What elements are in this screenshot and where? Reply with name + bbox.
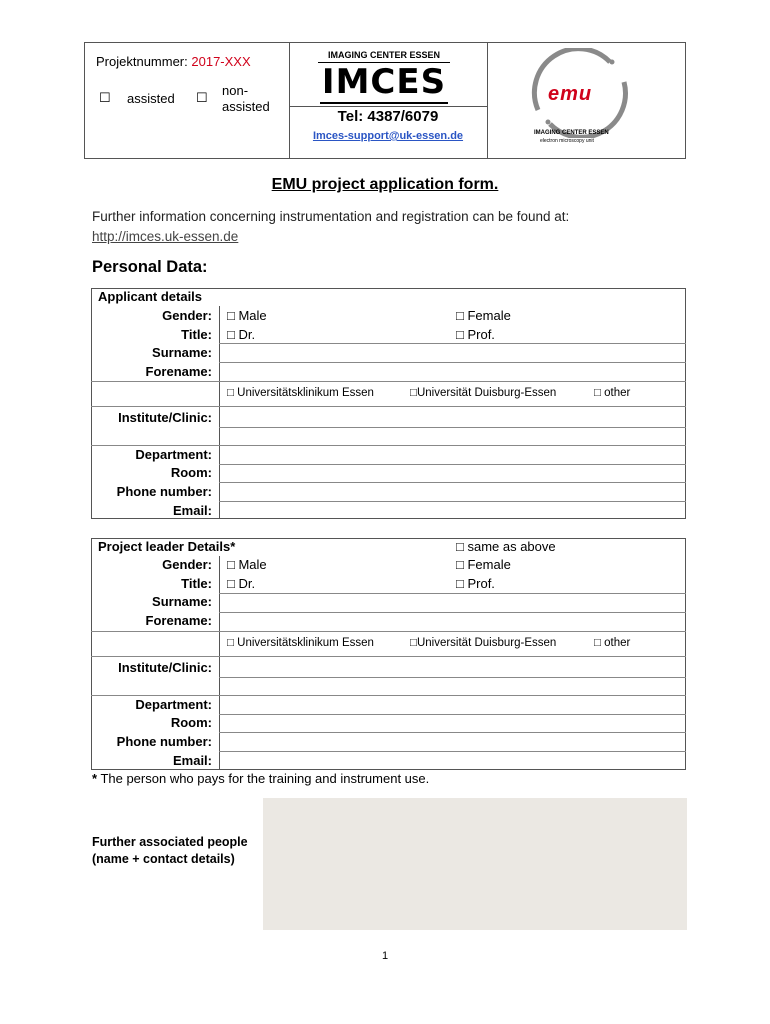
project-number-value[interactable]: 2017-XXX (191, 54, 251, 69)
same-as-above-option[interactable]: □ same as above (456, 539, 556, 554)
phone-label: Phone number: (116, 484, 212, 499)
non-assisted-label: non- assisted (222, 83, 270, 114)
associated-people-label: Further associated people (name + contact details) (92, 835, 248, 866)
gender-label: Gender: (162, 308, 212, 323)
applicant-heading: Applicant details (98, 289, 203, 304)
title-prof-option[interactable]: □ Prof. (456, 327, 495, 342)
leader-department-field[interactable] (220, 696, 685, 713)
emu-logo-subtitle-2: electron microscopy unit (540, 138, 594, 144)
leader-institute-field[interactable] (220, 657, 685, 676)
leader-email-field[interactable] (220, 752, 685, 769)
leader-inst-option-uk-essen[interactable]: □ Universitätsklinikum Essen (227, 637, 374, 649)
project-number-label: Projektnummer: (96, 54, 188, 69)
leader-phone-label: Phone number: (116, 734, 212, 749)
leader-title-label: Title: (181, 576, 212, 591)
surname-field[interactable] (220, 344, 685, 361)
leader-gender-label: Gender: (162, 557, 212, 572)
surname-label: Surname: (152, 345, 212, 360)
phone-field[interactable] (220, 483, 685, 500)
room-label: Room: (170, 465, 212, 480)
logo-underline (320, 102, 448, 104)
title-dr-option[interactable]: □ Dr. (227, 327, 256, 342)
emu-logo-subtitle: IMAGING CENTER ESSEN (534, 130, 609, 136)
page-number: 1 (381, 950, 389, 962)
footnote: * The person who pays for the training and instrument use. (92, 771, 430, 786)
inst-option-other[interactable]: □ other (594, 387, 631, 399)
leader-room-field[interactable] (220, 715, 685, 732)
forename-label: Forename: (145, 364, 212, 379)
leader-email-label: Email: (172, 753, 212, 768)
leader-forename-label: Forename: (145, 613, 212, 628)
gender-female-option[interactable]: □ Female (456, 308, 511, 323)
leader-gender-male-option[interactable]: □ Male (227, 557, 267, 572)
gender-male-option[interactable]: □ Male (227, 308, 267, 323)
leader-heading: Project leader Details* (98, 539, 236, 554)
support-email-link[interactable]: Imces-support@uk-essen.de (312, 130, 464, 142)
info-text: Further information concerning instrumentation and registration can be found at: (92, 209, 570, 224)
leader-institute-field-2[interactable] (220, 678, 685, 695)
row-line (91, 381, 686, 382)
row-line (91, 631, 686, 632)
leader-institute-label: Institute/Clinic: (118, 660, 212, 675)
leader-phone-field[interactable] (220, 733, 685, 750)
project-number (96, 54, 251, 69)
inst-option-uk-essen[interactable]: □ Universitätsklinikum Essen (227, 387, 374, 399)
emu-logo-text: emu (548, 83, 593, 105)
department-field[interactable] (220, 446, 685, 463)
imces-logo: IMCES (321, 62, 447, 102)
page-title: EMU project application form. (271, 176, 499, 193)
assisted-checkbox[interactable]: ☐ (99, 90, 111, 105)
department-label: Department: (135, 447, 212, 462)
assisted-label: assisted (127, 91, 175, 106)
leader-surname-label: Surname: (152, 594, 212, 609)
section-heading: Personal Data: (92, 258, 208, 276)
leader-title-prof-option[interactable]: □ Prof. (456, 576, 495, 591)
email-field[interactable] (220, 502, 685, 518)
forename-field[interactable] (220, 363, 685, 380)
room-field[interactable] (220, 465, 685, 482)
institute-field-2[interactable] (220, 428, 685, 445)
leader-forename-field[interactable] (220, 613, 685, 630)
non-assisted-checkbox[interactable]: ☐ (196, 90, 208, 105)
leader-inst-option-other[interactable]: □ other (594, 637, 631, 649)
leader-gender-female-option[interactable]: □ Female (456, 557, 511, 572)
inst-option-uni-duisburg[interactable]: □Universität Duisburg-Essen (410, 387, 557, 399)
leader-title-dr-option[interactable]: □ Dr. (227, 576, 256, 591)
info-link[interactable]: http://imces.uk-essen.de (92, 229, 239, 244)
telephone: Tel: 4387/6079 (337, 108, 439, 125)
institute-label: Institute/Clinic: (118, 410, 212, 425)
leader-inst-option-uni-duisburg[interactable]: □Universität Duisburg-Essen (410, 637, 557, 649)
institute-field[interactable] (220, 407, 685, 426)
leader-department-label: Department: (135, 697, 212, 712)
imces-logo-subtitle: IMAGING CENTER ESSEN (318, 48, 450, 63)
title-label: Title: (181, 327, 212, 342)
associated-people-field[interactable] (263, 798, 687, 930)
leader-surname-field[interactable] (220, 594, 685, 611)
leader-room-label: Room: (170, 715, 212, 730)
email-label: Email: (172, 503, 212, 518)
